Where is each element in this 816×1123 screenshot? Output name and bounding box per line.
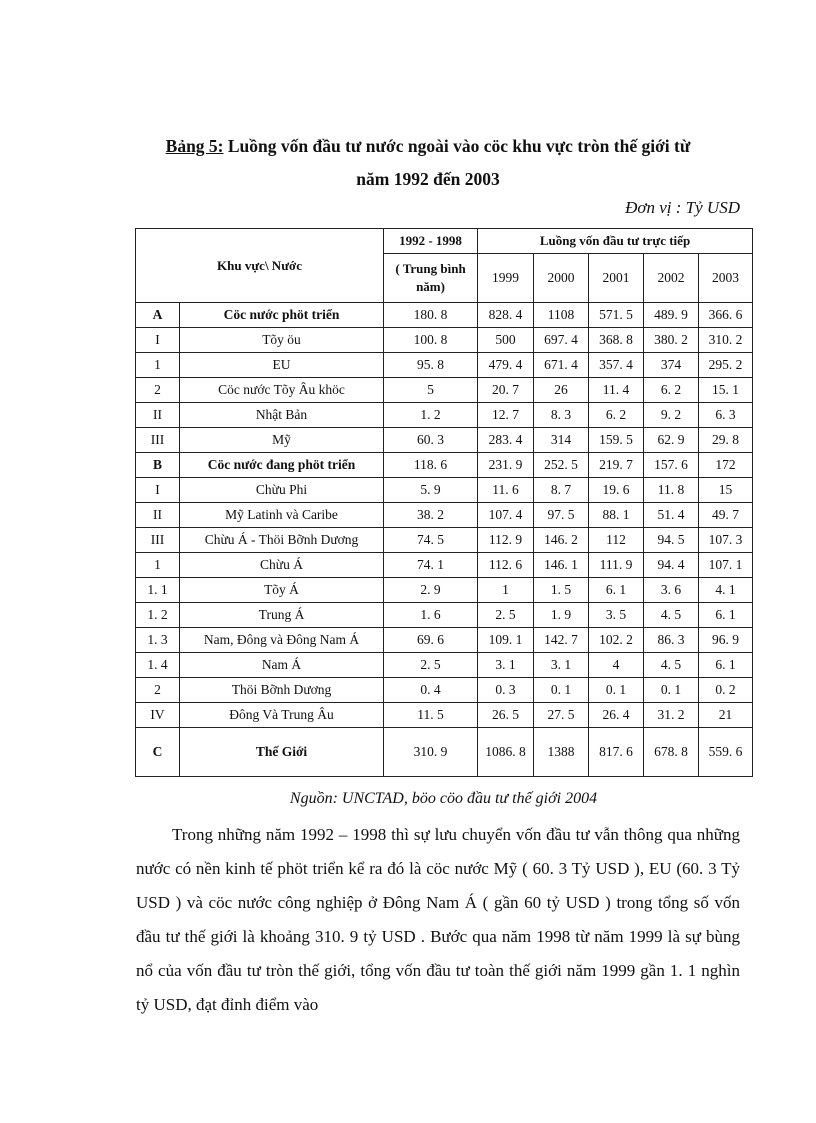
- table-row: [136, 603, 753, 628]
- header-year: 2000: [534, 254, 589, 303]
- cell-name: Chừu Á - Thöi Bỡnh Dương: [180, 528, 384, 553]
- cell-code: 1. 3: [136, 628, 180, 653]
- header-year: 2001: [589, 254, 644, 303]
- cell-code: C: [136, 728, 180, 777]
- cell-name: Cöc nước Tõy Âu khöc: [180, 378, 384, 403]
- cell-name: Nam, Đông và Đông Nam Á: [180, 628, 384, 653]
- cell-v1999: 12. 7: [478, 403, 534, 428]
- cell-v2001: 112: [589, 528, 644, 553]
- cell-name: Nam Á: [180, 653, 384, 678]
- cell-code: 2: [136, 378, 180, 403]
- cell-name: EU: [180, 353, 384, 378]
- cell-v2000: 8. 7: [534, 478, 589, 503]
- table-row: [136, 528, 753, 553]
- cell-avg: 11. 5: [384, 703, 478, 728]
- cell-v2001: 571. 5: [589, 303, 644, 328]
- cell-v2003: 172: [699, 453, 753, 478]
- cell-avg: 95. 8: [384, 353, 478, 378]
- table-row: [136, 553, 753, 578]
- cell-v2000: 8. 3: [534, 403, 589, 428]
- table-row: [136, 478, 753, 503]
- cell-v2002: 51. 4: [644, 503, 699, 528]
- cell-v2001: 111. 9: [589, 553, 644, 578]
- unit-label: Đơn vị : Tỷ USD: [625, 198, 740, 217]
- cell-v2001: 26. 4: [589, 703, 644, 728]
- cell-name: Thế Giới: [180, 728, 384, 777]
- cell-v2003: 6. 1: [699, 653, 753, 678]
- cell-avg: 0. 4: [384, 678, 478, 703]
- table-title-label: Bảng 5:: [165, 136, 224, 156]
- cell-v2000: 1108: [534, 303, 589, 328]
- cell-v1999: 112. 6: [478, 553, 534, 578]
- cell-avg: 1. 6: [384, 603, 478, 628]
- cell-v2003: 310. 2: [699, 328, 753, 353]
- cell-code: I: [136, 328, 180, 353]
- cell-v2000: 27. 5: [534, 703, 589, 728]
- cell-v1999: 0. 3: [478, 678, 534, 703]
- cell-v1999: 2. 5: [478, 603, 534, 628]
- cell-code: A: [136, 303, 180, 328]
- cell-code: 1: [136, 553, 180, 578]
- cell-name: Tõy öu: [180, 328, 384, 353]
- table-title: [120, 130, 736, 196]
- cell-avg: 2. 5: [384, 653, 478, 678]
- table-row: [136, 678, 753, 703]
- cell-v2003: 0. 2: [699, 678, 753, 703]
- cell-name: Chừu Á: [180, 553, 384, 578]
- cell-v2001: 102. 2: [589, 628, 644, 653]
- header-fdi-flow: Luồng vốn đầu tư trực tiếp: [478, 229, 753, 254]
- cell-v2000: 146. 1: [534, 553, 589, 578]
- cell-v2000: 1388: [534, 728, 589, 777]
- cell-v2003: 559. 6: [699, 728, 753, 777]
- cell-avg: 60. 3: [384, 428, 478, 453]
- cell-v2002: 4. 5: [644, 653, 699, 678]
- cell-code: 2: [136, 678, 180, 703]
- cell-v1999: 109. 1: [478, 628, 534, 653]
- cell-v2002: 3. 6: [644, 578, 699, 603]
- cell-code: I: [136, 478, 180, 503]
- header-year: 2003: [699, 254, 753, 303]
- cell-v2002: 489. 9: [644, 303, 699, 328]
- cell-name: Cöc nước phöt triển: [180, 303, 384, 328]
- table-row: [136, 578, 753, 603]
- header-year: 2002: [644, 254, 699, 303]
- cell-v1999: 828. 4: [478, 303, 534, 328]
- table-row: [136, 503, 753, 528]
- cell-v1999: 112. 9: [478, 528, 534, 553]
- cell-avg: 310. 9: [384, 728, 478, 777]
- cell-v2000: 671. 4: [534, 353, 589, 378]
- cell-v2003: 6. 3: [699, 403, 753, 428]
- cell-v2003: 366. 6: [699, 303, 753, 328]
- table-row: [136, 653, 753, 678]
- cell-v2002: 86. 3: [644, 628, 699, 653]
- cell-code: 1. 1: [136, 578, 180, 603]
- cell-avg: 38. 2: [384, 503, 478, 528]
- cell-v1999: 231. 9: [478, 453, 534, 478]
- cell-name: Chừu Phi: [180, 478, 384, 503]
- cell-v2002: 11. 8: [644, 478, 699, 503]
- cell-v2002: 9. 2: [644, 403, 699, 428]
- cell-avg: 118. 6: [384, 453, 478, 478]
- cell-v2002: 4. 5: [644, 603, 699, 628]
- cell-name: Tõy Á: [180, 578, 384, 603]
- cell-v1999: 1: [478, 578, 534, 603]
- cell-code: 1. 4: [136, 653, 180, 678]
- cell-name: Mỹ Latinh và Caribe: [180, 503, 384, 528]
- source-note: Nguồn: UNCTAD, böo cöo đầu tư thế giới 2004: [289, 790, 598, 807]
- cell-avg: 5. 9: [384, 478, 478, 503]
- table-row: [136, 328, 753, 353]
- cell-v1999: 283. 4: [478, 428, 534, 453]
- cell-avg: 74. 1: [384, 553, 478, 578]
- cell-avg: 2. 9: [384, 578, 478, 603]
- cell-code: IV: [136, 703, 180, 728]
- cell-v2002: 374: [644, 353, 699, 378]
- cell-name: Thöi Bỡnh Dương: [180, 678, 384, 703]
- cell-v2001: 19. 6: [589, 478, 644, 503]
- cell-v1999: 11. 6: [478, 478, 534, 503]
- cell-avg: 74. 5: [384, 528, 478, 553]
- table-row: [136, 353, 753, 378]
- cell-avg: 69. 6: [384, 628, 478, 653]
- cell-v2000: 1. 9: [534, 603, 589, 628]
- cell-v2001: 357. 4: [589, 353, 644, 378]
- cell-v2001: 159. 5: [589, 428, 644, 453]
- cell-name: Nhật Bản: [180, 403, 384, 428]
- cell-v2000: 252. 5: [534, 453, 589, 478]
- cell-v2000: 0. 1: [534, 678, 589, 703]
- cell-code: III: [136, 428, 180, 453]
- cell-v2003: 107. 1: [699, 553, 753, 578]
- cell-v2001: 11. 4: [589, 378, 644, 403]
- cell-v2003: 15. 1: [699, 378, 753, 403]
- cell-v2003: 4. 1: [699, 578, 753, 603]
- cell-name: Cöc nước đang phöt triển: [180, 453, 384, 478]
- cell-v1999: 500: [478, 328, 534, 353]
- table-body: [136, 303, 753, 777]
- fdi-table: [135, 228, 753, 777]
- cell-v2001: 817. 6: [589, 728, 644, 777]
- cell-v2001: 6. 1: [589, 578, 644, 603]
- cell-v1999: 1086. 8: [478, 728, 534, 777]
- cell-v2002: 0. 1: [644, 678, 699, 703]
- cell-v2000: 142. 7: [534, 628, 589, 653]
- cell-v2003: 21: [699, 703, 753, 728]
- cell-v2000: 26: [534, 378, 589, 403]
- cell-v1999: 20. 7: [478, 378, 534, 403]
- cell-v1999: 3. 1: [478, 653, 534, 678]
- cell-code: II: [136, 503, 180, 528]
- body-paragraph: Trong những năm 1992 – 1998 thì sự lưu chuyển vốn đầu tư vẫn thông qua những nước có nền kinh tế phöt triển kể ra đó là cöc nước Mỹ ( 60. 3 Tỷ USD ), EU (60. 3 Tỷ USD ) và cöc nước công nghiệp ở Đông Nam Á ( gần 60 tỷ USD ) trong tổng số vốn đầu tư thế giới là khoảng 310. 9 tỷ USD . Bước qua năm 1998 từ năm 1999 là sự bùng nổ của vốn đầu tư tròn thế giới, tổng vốn đầu tư toàn thế giới năm 1999 gần 1. 1 nghìn tỷ USD, đạt đỉnh điểm vào: [136, 825, 740, 1014]
- cell-v1999: 26. 5: [478, 703, 534, 728]
- cell-v2003: 6. 1: [699, 603, 753, 628]
- table-title-text-line2: năm 1992 đến 2003: [356, 169, 500, 189]
- cell-v2002: 678. 8: [644, 728, 699, 777]
- cell-code: 1. 2: [136, 603, 180, 628]
- cell-v2000: 1. 5: [534, 578, 589, 603]
- cell-name: Đông Và Trung Âu: [180, 703, 384, 728]
- cell-v2002: 94. 4: [644, 553, 699, 578]
- header-avg-period: 1992 - 1998: [384, 229, 478, 254]
- cell-v2003: 15: [699, 478, 753, 503]
- cell-v2000: 697. 4: [534, 328, 589, 353]
- table-row: [136, 628, 753, 653]
- table-row: [136, 428, 753, 453]
- table-row: [136, 703, 753, 728]
- cell-name: Mỹ: [180, 428, 384, 453]
- cell-v2002: 94. 5: [644, 528, 699, 553]
- cell-v1999: 479. 4: [478, 353, 534, 378]
- cell-v2003: 107. 3: [699, 528, 753, 553]
- cell-v2002: 157. 6: [644, 453, 699, 478]
- cell-code: III: [136, 528, 180, 553]
- cell-v2003: 49. 7: [699, 503, 753, 528]
- cell-avg: 5: [384, 378, 478, 403]
- table-row: [136, 728, 753, 777]
- cell-v1999: 107. 4: [478, 503, 534, 528]
- cell-v2001: 368. 8: [589, 328, 644, 353]
- cell-avg: 1. 2: [384, 403, 478, 428]
- table-row: [136, 453, 753, 478]
- table-title-text-line1: Luồng vốn đầu tư nước ngoài vào cöc khu vực tròn thế giới từ: [223, 136, 691, 156]
- table-row: [136, 378, 753, 403]
- cell-v2001: 4: [589, 653, 644, 678]
- header-region: Khu vực\ Nước: [136, 229, 384, 303]
- cell-v2001: 0. 1: [589, 678, 644, 703]
- cell-v2001: 219. 7: [589, 453, 644, 478]
- cell-code: B: [136, 453, 180, 478]
- cell-code: II: [136, 403, 180, 428]
- cell-v2001: 3. 5: [589, 603, 644, 628]
- cell-v2000: 3. 1: [534, 653, 589, 678]
- cell-v2002: 31. 2: [644, 703, 699, 728]
- cell-v2002: 380. 2: [644, 328, 699, 353]
- cell-avg: 180. 8: [384, 303, 478, 328]
- cell-v2001: 6. 2: [589, 403, 644, 428]
- header-year: 1999: [478, 254, 534, 303]
- cell-v2002: 6. 2: [644, 378, 699, 403]
- cell-code: 1: [136, 353, 180, 378]
- cell-v2000: 314: [534, 428, 589, 453]
- cell-v2003: 29. 8: [699, 428, 753, 453]
- cell-avg: 100. 8: [384, 328, 478, 353]
- table-row: [136, 403, 753, 428]
- cell-v2003: 295. 2: [699, 353, 753, 378]
- cell-v2001: 88. 1: [589, 503, 644, 528]
- cell-v2002: 62. 9: [644, 428, 699, 453]
- cell-v2000: 97. 5: [534, 503, 589, 528]
- table-row: [136, 303, 753, 328]
- cell-v2003: 96. 9: [699, 628, 753, 653]
- cell-name: Trung Á: [180, 603, 384, 628]
- cell-v2000: 146. 2: [534, 528, 589, 553]
- header-avg-note: ( Trung bình năm): [384, 254, 478, 303]
